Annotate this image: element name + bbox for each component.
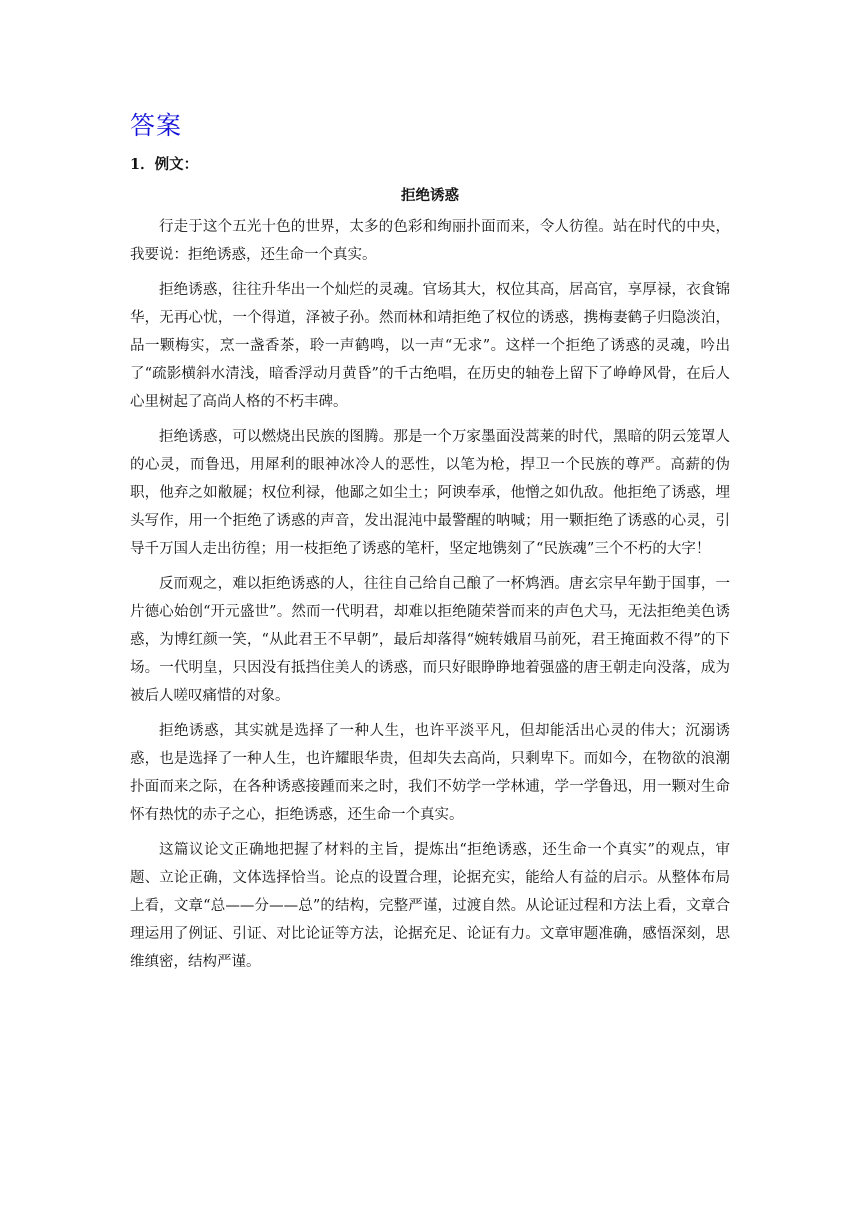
document-page (130, 108, 730, 983)
essay-paragraph-intro: 行走于这个五光十色的世界，太多的色彩和绚丽扑面而来，令人彷徨。站在时代的中央，我要说：拒绝诱惑，还生命一个真实。 (130, 219, 730, 263)
commentary-paragraph: 这篇议论文正确地把握了材料的主旨，提炼出“拒绝诱惑，还生命一个真实”的观点，审题、立论正确，文体选择恰当。论点的设置合理，论据充实，能给人有益的启示。从整体布局上看，文章“总——分——总”的结构，完整严谨，过渡自然。从论证过程和方法上看，文章合理运用了例证、引证、对比论证等方法，论据充足、论证有力。文章审题准确，感悟深刻，思维缜密，结构严谨。 (130, 842, 730, 970)
essay-paragraph-body-3: 反而观之，难以拒绝诱惑的人，往往自己给自己酿了一杯鸩酒。唐玄宗早年勤于国事，一片德心始创“开元盛世”。然而一代明君，却难以拒绝随荣誉而来的声色犬马，无法拒绝美色诱惑，为博红颜一笑，“从此君王不早朝”，最后却落得“婉转娥眉马前死，君王掩面救不得”的下场。一代明皇，只因没有抵挡住美人的诱惑，而只好眼睁睁地着强盛的唐王朝走向没落，成为被后人嗟叹痛惜的对象。 (130, 576, 730, 704)
essay-paragraph-conclusion: 拒绝诱惑，其实就是选择了一种人生，也许平淡平凡，但却能活出心灵的伟大；沉溺诱惑，也是选择了一种人生，也许耀眼华贵，但却失去高尚，只剩卑下。而如今，在物欲的浪潮扑面而来之际，在各种诱惑接踵而来之时，我们不妨学一学林逋，学一学鲁迅，用一颗对生命怀有热忱的赤子之心，拒绝诱惑，还生命一个真实。 (130, 723, 730, 823)
essay-paragraph-body-1: 拒绝诱惑，往往升华出一个灿烂的灵魂。官场其大，权位其高，居高官，享厚禄，衣食锦华，无再心忧，一个得道，泽被子孙。然而林和靖拒绝了权位的诱惑，携梅妻鹤子归隐淡泊，品一颗梅实，烹一盏香茶，聆一声鹤鸣，以一声“无求”。这样一个拒绝了诱惑的灵魂，吟出了“疏影横斜水清浅，暗香浮动月黄昏”的千古绝唱，在历史的轴卷上留下了峥峥风骨，在后人心里树起了高尚人格的不朽丰碑。 (130, 282, 730, 410)
answer-heading: 答案 (130, 111, 183, 140)
essay-title: 拒绝诱惑 (401, 187, 459, 204)
essay-paragraph-body-2: 拒绝诱惑，可以燃烧出民族的图腾。那是一个万家墨面没蒿莱的时代，黑暗的阴云笼罩人的心灵，而鲁迅，用犀利的眼神冰冷人的恶性，以笔为枪，捍卫一个民族的尊严。高薪的伪职，他弃之如敝屣；权位利禄，他鄙之如尘土；阿谀奉承，他憎之如仇敌。他拒绝了诱惑，埋头写作，用一个拒绝了诱惑的声音，发出混沌中最警醒的呐喊；用一颗拒绝了诱惑的心灵，引导千万国人走出彷徨；用一枝拒绝了诱惑的笔杆，坚定地镌刻了“民族魂”三个不朽的大字！ (130, 429, 730, 557)
item-label: 1．例文： (130, 156, 199, 173)
